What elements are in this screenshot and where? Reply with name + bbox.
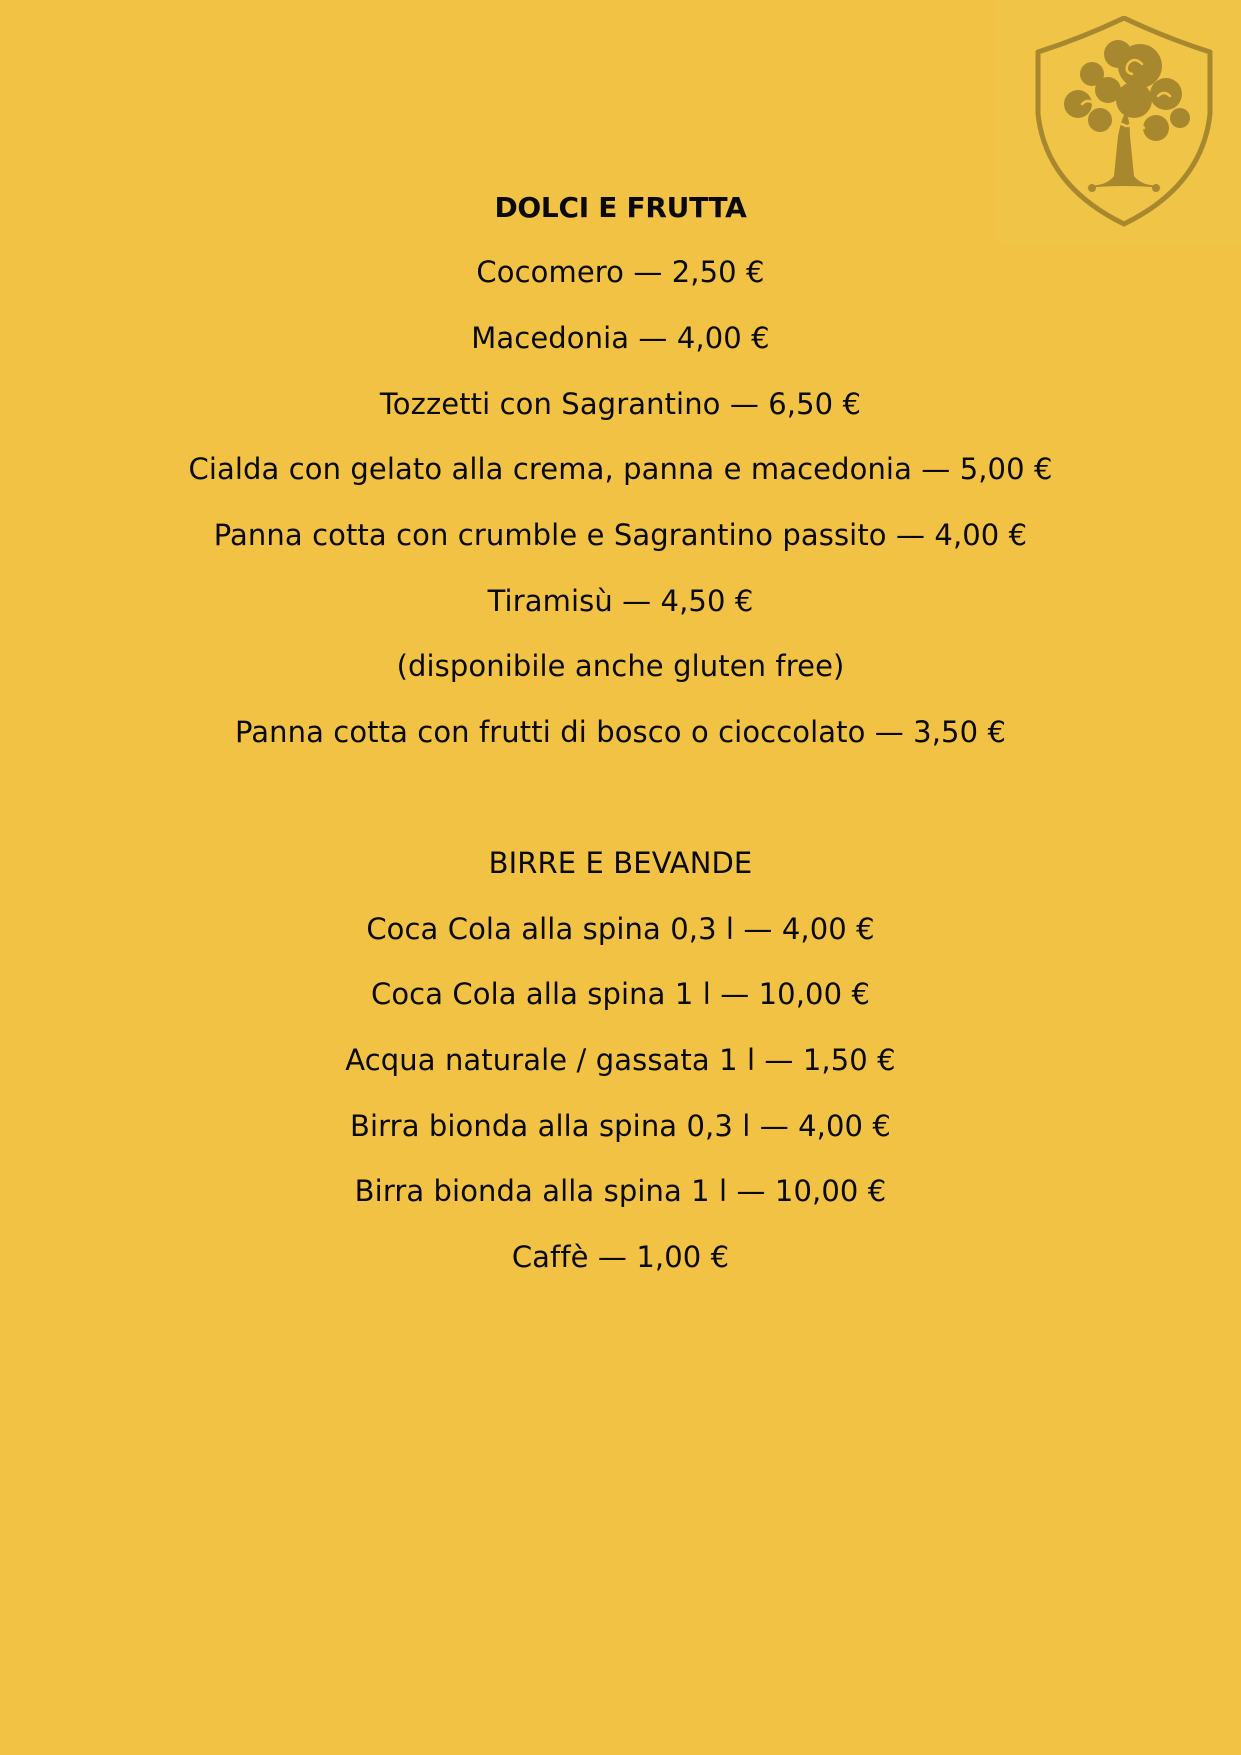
menu-item-note: (disponibile anche gluten free) — [396, 649, 845, 683]
menu-item: Birra bionda alla spina 0,3 l — 4,00 € — [350, 1109, 891, 1143]
menu-item: Acqua naturale / gassata 1 l — 1,50 € — [345, 1043, 896, 1077]
menu-item: Panna cotta con frutti di bosco o cioccolato — 3,50 € — [234, 715, 1007, 749]
menu-item: Coca Cola alla spina 0,3 l — 4,00 € — [366, 912, 875, 946]
menu-item: Tiramisù — 4,50 € — [487, 584, 754, 618]
menu-item: Caffè — 1,00 € — [511, 1240, 730, 1274]
menu-item: Tozzetti con Sagrantino — 6,50 € — [379, 387, 862, 421]
menu-item: Coca Cola alla spina 1 l — 10,00 € — [370, 977, 871, 1011]
menu-item: Panna cotta con crumble e Sagrantino passito — 4,00 € — [213, 518, 1028, 552]
menu-item: Cocomero — 2,50 € — [476, 255, 765, 289]
menu-item: Macedonia — 4,00 € — [471, 321, 770, 355]
section-title: DOLCI E FRUTTA — [494, 191, 747, 224]
menu-item: Cialda con gelato alla crema, panna e macedonia — 5,00 € — [188, 452, 1053, 486]
section-title: BIRRE E BEVANDE — [488, 846, 753, 880]
menu-item: Birra bionda alla spina 1 l — 10,00 € — [354, 1174, 887, 1208]
